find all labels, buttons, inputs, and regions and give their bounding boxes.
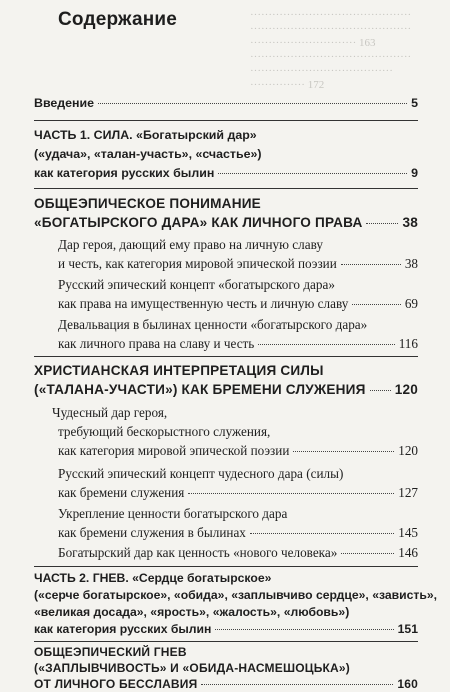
leader-dots <box>215 629 393 630</box>
toc-entry-label: как категория русских былин <box>34 166 215 180</box>
toc-page-number: 151 <box>397 622 418 636</box>
divider <box>34 566 418 567</box>
leader-dots <box>341 553 394 554</box>
toc-entry-intro[interactable] <box>34 94 418 113</box>
toc-entry-1c[interactable] <box>58 315 418 353</box>
toc-entry-label: («ТАЛАНА-УЧАСТИ») КАК БРЕМЕНИ СЛУЖЕНИЯ <box>34 382 366 397</box>
leader-dots <box>370 390 391 391</box>
divider <box>34 356 418 357</box>
toc-entry-1a[interactable] <box>58 235 418 273</box>
toc-entry-label: Богатырский дар как ценность «нового человека» <box>58 545 338 560</box>
toc-page-number: 116 <box>398 336 418 351</box>
leader-dots <box>341 264 401 265</box>
toc-entry-2b[interactable] <box>58 464 418 502</box>
toc-page-number: 69 <box>404 296 418 311</box>
leader-dots <box>293 451 394 452</box>
toc-entry-2d[interactable] <box>58 543 418 562</box>
leader-dots <box>98 103 407 104</box>
toc-entry-label: как бремени служения <box>58 485 185 500</box>
toc-entry-section-2[interactable] <box>34 361 418 399</box>
toc-entry-label: как личного права на славу и честь <box>58 336 255 351</box>
leader-dots <box>250 533 394 534</box>
toc-entry-label: ОБЩЕЭПИЧЕСКИЙ ГНЕВ <box>34 645 187 659</box>
divider <box>34 641 418 642</box>
divider <box>34 120 418 121</box>
toc-entry-part-1[interactable] <box>34 126 418 183</box>
toc-page-number: 9 <box>411 166 418 180</box>
toc-entry-label: («серче богатырское», «обида», «заплывчиво сердце», «зависть», <box>34 588 438 602</box>
show-through-text: ············································ ············································ ····························· 163 ············································ ······································· ··············· 172 <box>250 9 412 91</box>
toc-entry-label: как категория русских былин <box>34 622 212 636</box>
toc-page-number: 146 <box>398 545 418 560</box>
toc-entry-label: Введение <box>34 96 95 110</box>
toc-page-number: 160 <box>397 677 418 691</box>
leader-dots <box>188 493 394 494</box>
toc-entry-label: Девальвация в былинах ценности «богатырского дара» <box>58 317 368 332</box>
toc-entry-section-1[interactable] <box>34 194 418 232</box>
toc-entry-label: как права на имущественную честь и личную славу <box>58 296 349 311</box>
toc-entry-label: ЧАСТЬ 2. ГНЕВ. «Сердце богатырское» <box>34 571 272 585</box>
toc-entry-label: «БОГАТЫРСКОГО ДАРА» КАК ЛИЧНОГО ПРАВА <box>34 215 363 230</box>
divider <box>34 188 418 189</box>
toc-entry-label: как категория мировой эпической поэзии <box>58 443 290 458</box>
toc-entry-label: Русский эпический концепт чудесного дара (силы) <box>58 466 344 481</box>
toc-entry-part-2[interactable] <box>34 570 438 638</box>
toc-page-number: 127 <box>398 485 418 500</box>
toc-entry-label: Русский эпический концепт «богатырского дара» <box>58 277 335 292</box>
toc-entry-2c[interactable] <box>58 504 418 542</box>
toc-entry-label: Дар героя, дающий ему право на личную славу <box>58 237 323 252</box>
toc-page-number: 120 <box>398 443 418 458</box>
toc-entry-label: («удача», «талан-участь», «счастье») <box>34 147 262 161</box>
leader-dots <box>352 304 401 305</box>
toc-entry-label: («ЗАПЛЫВЧИВОСТЬ» И «ОБИДА-НАСМЕШОЦЬКА») <box>34 661 350 675</box>
toc-page-number: 120 <box>394 382 418 397</box>
toc-entry-section-3[interactable] <box>34 644 418 692</box>
toc-entry-label: Укрепление ценности богатырского дара <box>58 506 288 521</box>
toc-entry-label: ОБЩЕЭПИЧЕСКОЕ ПОНИМАНИЕ <box>34 196 261 211</box>
toc-entry-label: ЧАСТЬ 1. СИЛА. «Богатырский дар» <box>34 128 257 142</box>
toc-entry-label: и честь, как категория мировой эпической поэзии <box>58 256 337 271</box>
toc-page-number: 5 <box>411 96 418 110</box>
toc-entry-label: как бремени служения в былинах <box>58 525 246 540</box>
toc-entry-label: ХРИСТИАНСКАЯ ИНТЕРПРЕТАЦИЯ СИЛЫ <box>34 363 324 378</box>
toc-entry-1b[interactable] <box>58 275 418 313</box>
leader-dots <box>218 173 407 174</box>
toc-page-number: 38 <box>402 215 418 230</box>
leader-dots <box>201 684 393 685</box>
leader-dots <box>258 344 394 345</box>
toc-entry-label: Чудесный дар героя, <box>52 405 168 420</box>
toc-page-number: 145 <box>398 525 418 540</box>
toc-page-number: 38 <box>404 256 418 271</box>
page-title: Содержание <box>58 9 178 30</box>
toc-entry-label: «великая досада», «ярость», «жалость», «любовь») <box>34 605 350 619</box>
leader-dots <box>366 223 398 224</box>
toc-entry-label: ОТ ЛИЧНОГО БЕССЛАВИЯ <box>34 677 198 691</box>
toc-entry-label: требующий бескорыстного служения, <box>58 424 271 439</box>
toc-entry-2a[interactable] <box>52 403 418 460</box>
